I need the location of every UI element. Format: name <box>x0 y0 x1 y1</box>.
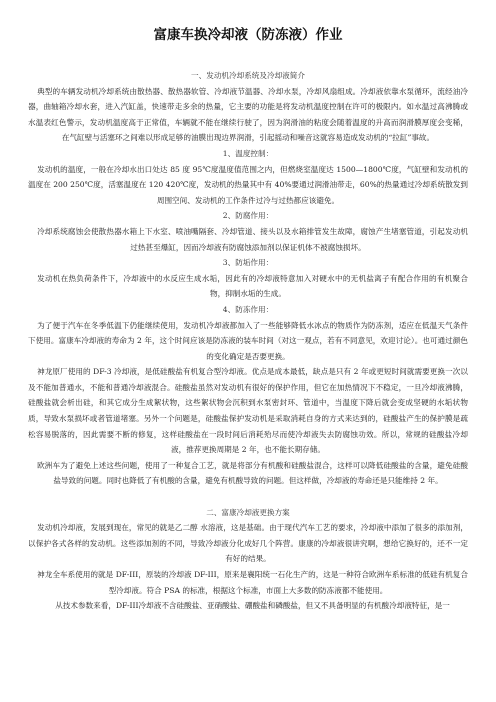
df3-paragraph: 神龙原厂使用的 DF-3 冷却液，是低硅酸盐有机复合型冷却液。优点是成本最低，缺点是只有 2 年或更短时间就需要更换一次以及不能加普通水，不能和普通冷却液混合。硅酸盐虽然对发动机有很好的保护作用，但它在加热情况下不稳定，一旦冷却液沸腾，硅酸盐就会析出硅，和其它成分生成絮状物，这些絮状物会沉积到水泵密封环、管道中，当温度下降后就会变成坚硬的水垢状物质，导致水泵损坏或者管道堵塞。另外一个问题是，硅酸盐保护发动机是采取消耗自身的方式来达到的，硅酸盐产生的保护膜是疏松容易脱落的，因此需要不断的修复，这样硅酸盐在一段时间后消耗殆尽而使冷却液失去防腐蚀功效。所以，常规的硅酸盐冷却液，推荐更换周期是 2 年，也不能长期存储。 <box>28 367 468 455</box>
item-1-text: 发动机的温度，一般在冷却水出口处达 85 度 95℃度温度值范围之内，但燃烧室温度达 1500—1800℃度，气缸壁和发动机的温度在 200 250℃度，活塞温度在 120 420℃度，发动机的热量其中有 40%要通过润滑油带走，60%的热量通过冷却系统散发到周围空间、发动机的工作条件过冷与过热都应该避免。 <box>28 164 468 205</box>
document-title: 富康车换冷却液（防冻液）作业 <box>153 27 343 43</box>
section-2-para-3: 从技术参数来看，DF-III冷却液不含硅酸盐、亚硝酸盐、硼酸盐和磷酸盐，但又不具备明显的有机酸冷却液特征，是一 <box>55 601 450 611</box>
section-2-para-2: 神龙全车系使用的就是 DF-III，原装的冷却液 DF-III，原来是襄阳统一石化生产的，这是一种符合欧洲车系标准的低硅有机复合型冷却液。符合 PSA 的标准，根据这个标准，市面上大多数的防冻液都不能使用。 <box>37 570 468 595</box>
item-4-text: 为了便于汽车在冬季低温下仍能继续使用，发动机冷却液都加入了一些能够降低水冰点的物质作为防冻剂，适应在低温天气条件下使用。富康车冷却液的寿命为 2 年，这个时间应该是防冻液的装车时间（对这一观点，若有不同意见，欢迎讨论）。也可通过颜色的变化确定是否要更换。 <box>28 320 468 361</box>
item-3-text: 发动机在热负荷条件下，冷却液中的水反应生成水垢，因此有的冷却液特意加入对硬水中的无机盐离子有配合作用的有机聚合物，抑制水垢的生成。 <box>37 273 468 299</box>
item-3-heading: 3、防垢作用： <box>222 258 274 268</box>
section-2-para-1: 发动机冷却液，发展到现在，常见的就是乙二醇 水溶液，这是基础。由于现代汽车工艺的要求，冷却液中添加了很多的添加剂，以保护各式各样的发动机。这些添加剂的不同，导致冷却液分化成好几个阵营。康康的冷却液很讲究啊，想给它换好的，还不一定有好的结果。 <box>28 523 468 564</box>
section-1-intro: 典型的车辆发动机冷却系统由散热器、散热器软管、冷却液节温器、冷却水泵，冷却风扇组成。冷却液依靠水泵循环，流经油冷器，曲轴箱冷却水套，进入汽缸盖，快速带走多余的热量，它主要的功能是将发动机温度控制在许可的极限内。如水温过高沸腾或水温表红色警示，发动机温度高于正常值，车辆就不能在继续行驶了，因为润滑油的粘度会随着温度的升高而润滑膜厚度会变稀，在气缸壁与活塞环之间难以形成足够的油膜出现边界润滑，引起摇动和噪音这就容易造成发动机的“拉缸”事故。 <box>28 86 468 143</box>
section-gap <box>28 489 468 505</box>
section-1-heading: 一、发动机冷却系统及冷却液简介 <box>191 71 305 80</box>
item-1-heading: 1、温度控制： <box>222 148 274 158</box>
item-4-heading: 4、防冻作用： <box>222 304 274 314</box>
section-2-heading: 二、富康冷却液更换方案 <box>206 507 290 517</box>
item-2-text: 冷却系统腐蚀会使散热器水箱上下水室、喷油嘴隔套、冷却管道、接头以及水箱排管发生故障，腐蚀产生堵塞管道，引起发动机过热甚至爆缸，因而冷却液有防腐蚀添加剂以保证机体不被腐蚀损坏。 <box>37 226 468 252</box>
europe-paragraph: 欧洲车为了避免上述这些问题，使用了一种复合工艺，就是将部分有机酸和硅酸盐混合，这样可以降低硅酸盐的含量，避免硅酸盐导致的问题。同时也降低了有机酸的含量，避免有机酸导致的问题。但这样做，冷却液的寿命还是只能维持 2 年。 <box>37 460 468 486</box>
item-2-heading: 2、防腐作用： <box>222 211 274 221</box>
